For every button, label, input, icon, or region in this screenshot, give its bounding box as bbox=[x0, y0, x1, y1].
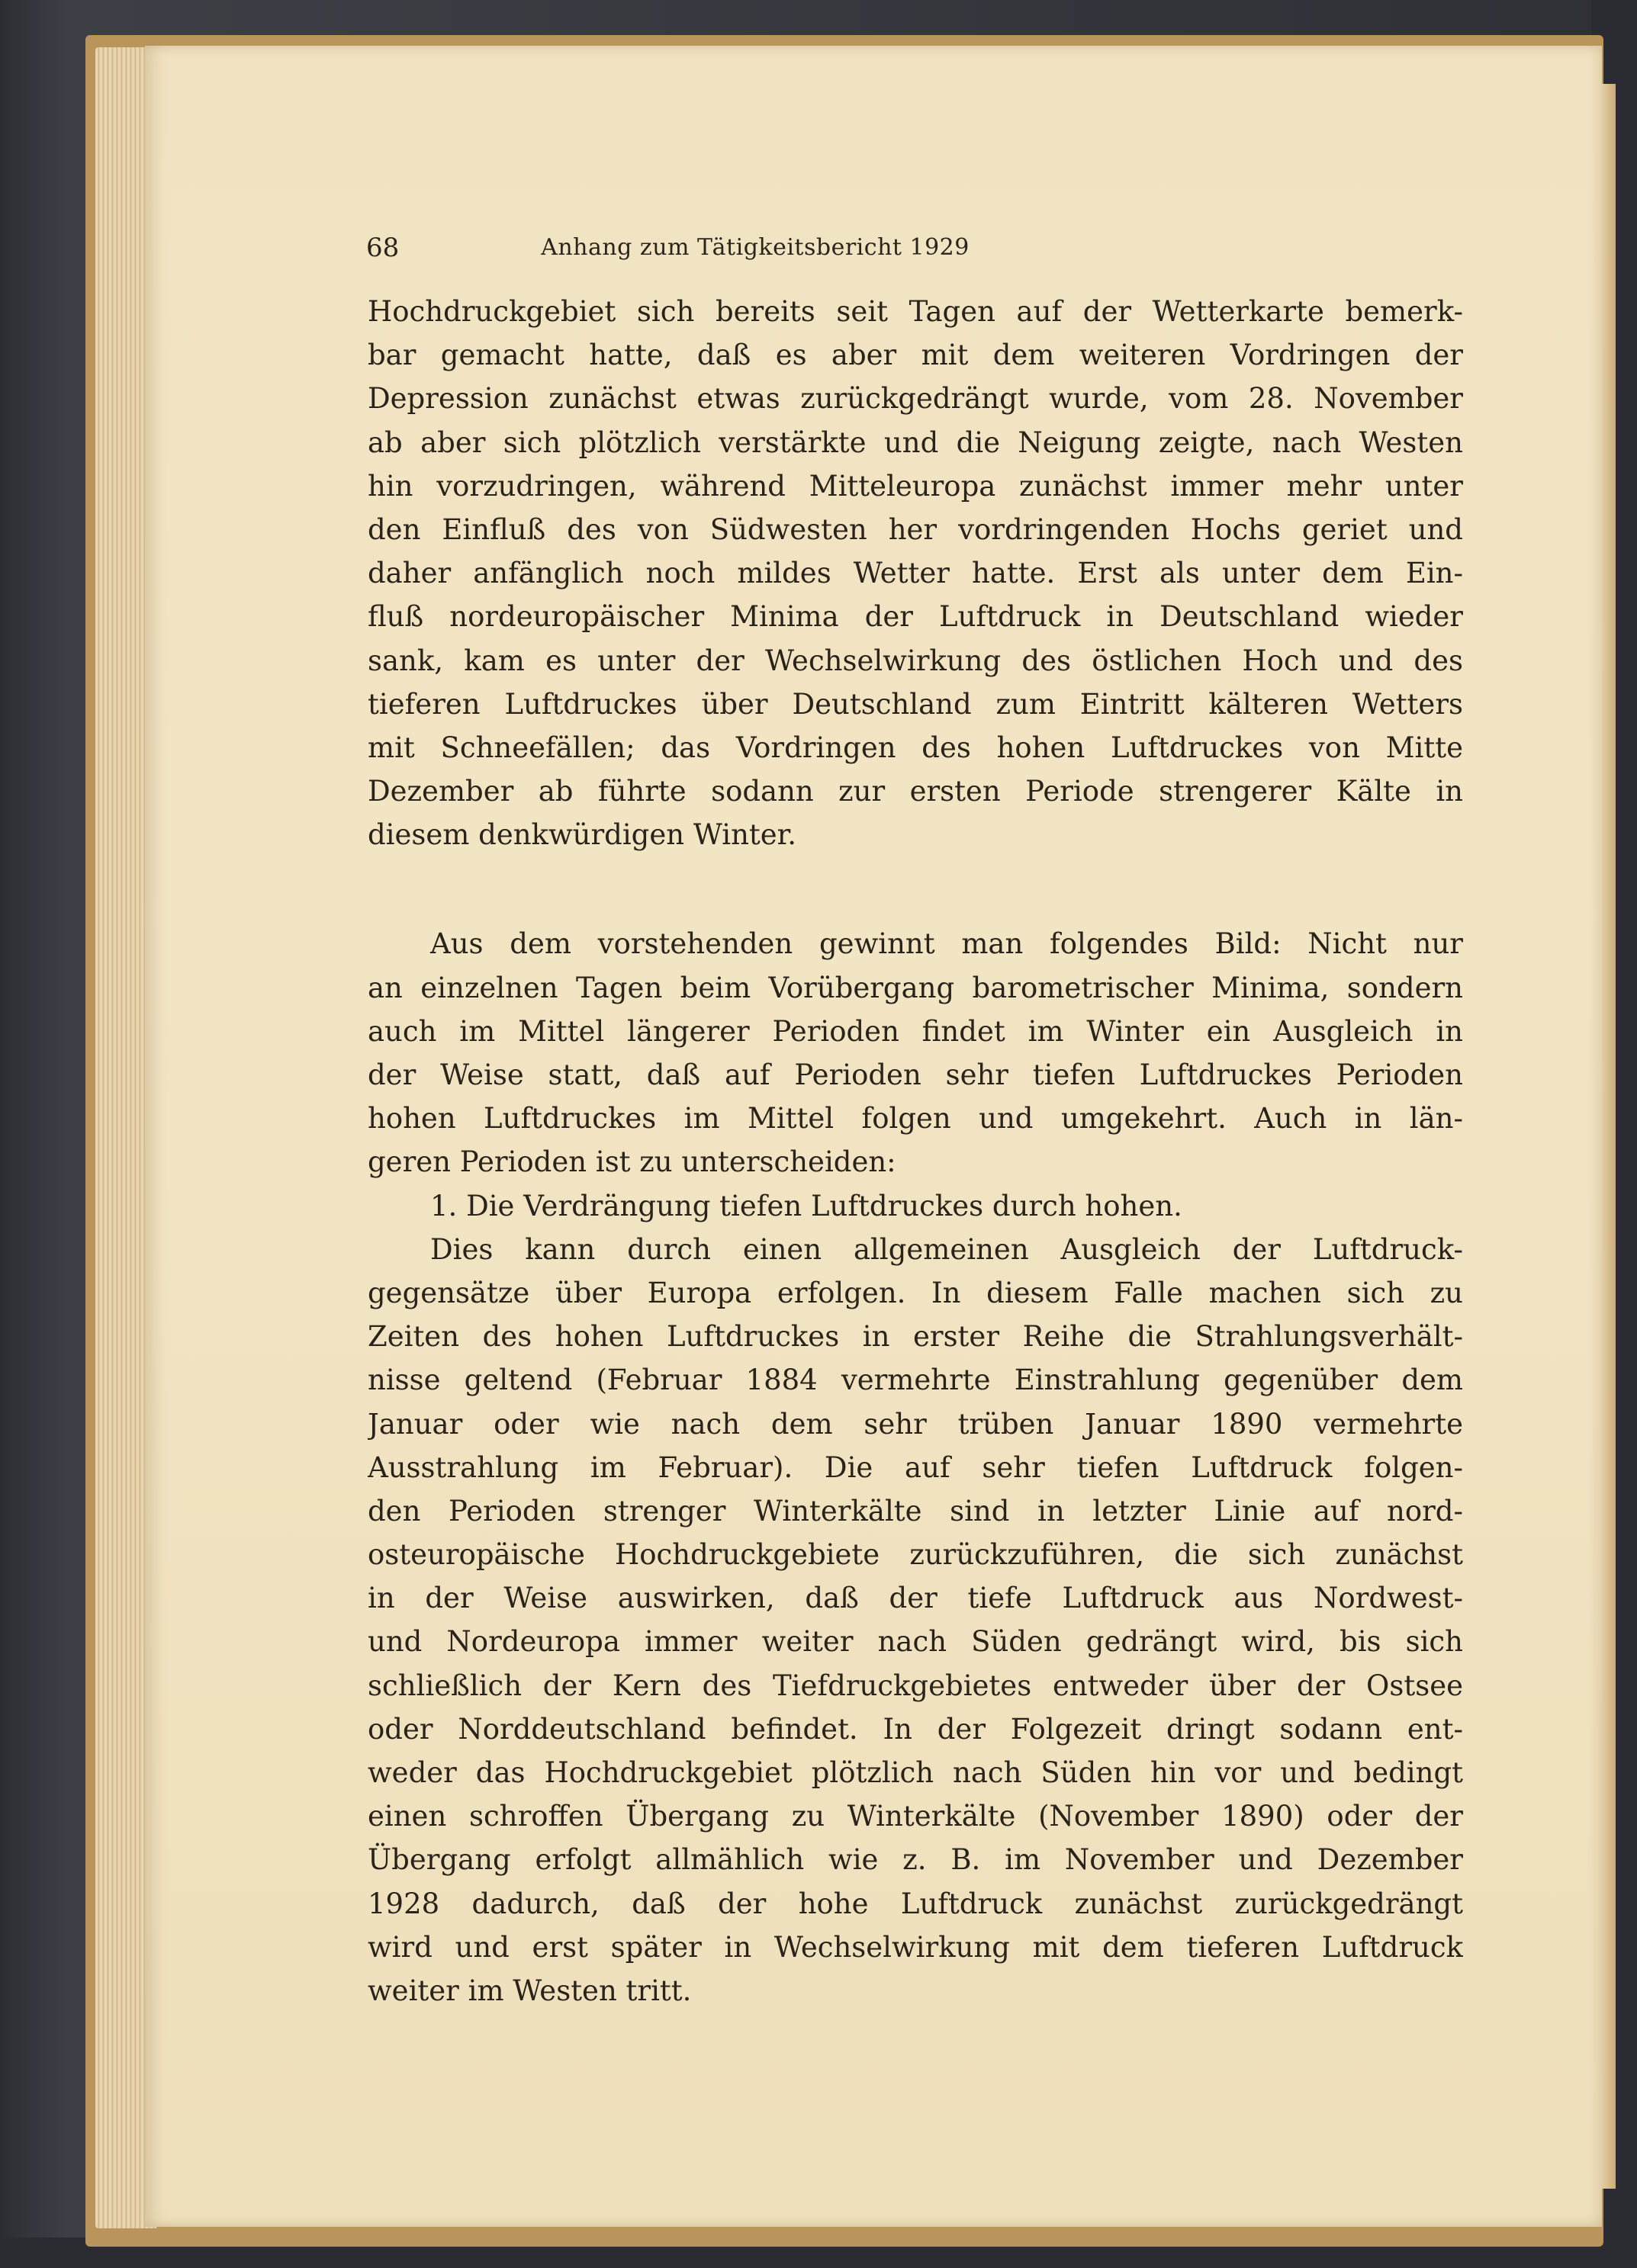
text-line: Übergang erfolgt allmählich wie z. B. im November und Dezember bbox=[368, 1843, 1463, 1877]
paragraph-gap bbox=[368, 856, 1463, 922]
text-line: 1928 dadurch, daß der hohe Luftdruck zunächst zurückgedrängt bbox=[368, 1887, 1463, 1920]
text-line: 1. Die Verdrängung tiefen Luftdruckes durch hohen. bbox=[430, 1189, 1182, 1222]
running-title: Anhang zum Tätigkeitsbericht 1929 bbox=[541, 234, 970, 261]
text-line: oder Norddeutschland befindet. In der Folgezeit dringt sodann ent- bbox=[368, 1712, 1463, 1746]
page-number: 68 bbox=[366, 233, 400, 263]
text-line: auch im Mittel längerer Perioden findet im Winter ein Ausgleich in bbox=[368, 1014, 1463, 1048]
text-line: der Weise statt, daß auf Perioden sehr tiefen Luftdruckes Perioden bbox=[368, 1059, 1463, 1091]
paragraph-1 bbox=[368, 290, 1463, 856]
text-line: sank, kam es unter der Wechselwirkung des östlichen Hoch und des bbox=[368, 644, 1463, 677]
text-line: Hochdruckgebiet sich bereits seit Tagen auf der Wetterkarte bemerk- bbox=[368, 295, 1463, 328]
paragraph-2 bbox=[368, 922, 1463, 1184]
text-line: weder das Hochdruckgebiet plötzlich nach Süden hin vor und bedingt bbox=[368, 1756, 1463, 1789]
text-line: tieferen Luftdruckes über Deutschland zum Eintritt kälteren Wetters bbox=[368, 687, 1463, 721]
text-line: hohen Luftdruckes im Mittel folgen und umgekehrt. Auch in län- bbox=[368, 1102, 1463, 1136]
text-line: hin vorzudringen, während Mitteleuropa zunächst immer mehr unter bbox=[368, 469, 1463, 503]
text-line: diesem denkwürdigen Winter. bbox=[368, 818, 797, 852]
body-text bbox=[368, 290, 1463, 2013]
text-line: Dezember ab führte sodann zur ersten Periode strengerer Kälte in bbox=[368, 775, 1463, 808]
numbered-heading bbox=[368, 1184, 1463, 1228]
text-line: Aus dem vorstehenden gewinnt man folgendes Bild: Nicht nur bbox=[430, 927, 1463, 961]
text-line: Ausstrahlung im Februar). Die auf sehr tiefen Luftdruck folgen- bbox=[368, 1450, 1463, 1484]
text-line: den Perioden strenger Winterkälte sind in letzter Linie auf nord- bbox=[368, 1494, 1463, 1528]
page-header bbox=[366, 229, 1465, 267]
text-line: weiter im Westen tritt. bbox=[368, 1974, 692, 2007]
text-line: Dies kann durch einen allgemeinen Ausgleich der Luftdruck- bbox=[430, 1232, 1463, 1266]
text-line: ab aber sich plötzlich verstärkte und die Neigung zeigte, nach Westen bbox=[368, 426, 1463, 459]
text-line: und Nordeuropa immer weiter nach Süden gedrängt wird, bis sich bbox=[368, 1625, 1463, 1659]
text-line: den Einfluß des von Südwesten her vordringenden Hochs geriet und bbox=[368, 512, 1463, 546]
text-line: nisse geltend (Februar 1884 vermehrte Einstrahlung gegenüber dem bbox=[368, 1364, 1463, 1397]
text-line: wird und erst später in Wechselwirkung mit dem tieferen Luftdruck bbox=[368, 1930, 1463, 1964]
text-line: schließlich der Kern des Tiefdruckgebietes entweder über der Ostsee bbox=[368, 1669, 1463, 1702]
text-line: einen schroffen Übergang zu Winterkälte (November 1890) oder der bbox=[368, 1800, 1463, 1833]
text-line: in der Weise auswirken, daß der tiefe Luftdruck aus Nordwest- bbox=[368, 1582, 1463, 1615]
text-line: gegensätze über Europa erfolgen. In diesem Falle machen sich zu bbox=[368, 1276, 1463, 1309]
text-line: mit Schneefällen; das Vordringen des hohen Luftdruckes von Mitte bbox=[368, 731, 1463, 764]
text-line: osteuropäische Hochdruckgebiete zurückzuführen, die sich zunächst bbox=[368, 1538, 1463, 1572]
text-line: fluß nordeuropäischer Minima der Luftdruck in Deutschland wieder bbox=[368, 600, 1463, 634]
text-line: Zeiten des hohen Luftdruckes in erster Reihe die Strahlungsverhält- bbox=[368, 1320, 1463, 1354]
text-line: geren Perioden ist zu unterscheiden: bbox=[368, 1145, 896, 1179]
text-line: bar gemacht hatte, daß es aber mit dem weiteren Vordringen der bbox=[368, 339, 1463, 372]
text-line: Depression zunächst etwas zurückgedrängt wurde, vom 28. November bbox=[368, 382, 1463, 416]
page-right-edge bbox=[1602, 84, 1616, 2189]
paragraph-3 bbox=[368, 1228, 1463, 2013]
text-line: Januar oder wie nach dem sehr trüben Januar 1890 vermehrte bbox=[368, 1407, 1463, 1441]
text-line: an einzelnen Tagen beim Vorübergang barometrischer Minima, sondern bbox=[368, 971, 1463, 1004]
text-line: daher anfänglich noch mildes Wetter hatte. Erst als unter dem Ein- bbox=[368, 557, 1463, 590]
